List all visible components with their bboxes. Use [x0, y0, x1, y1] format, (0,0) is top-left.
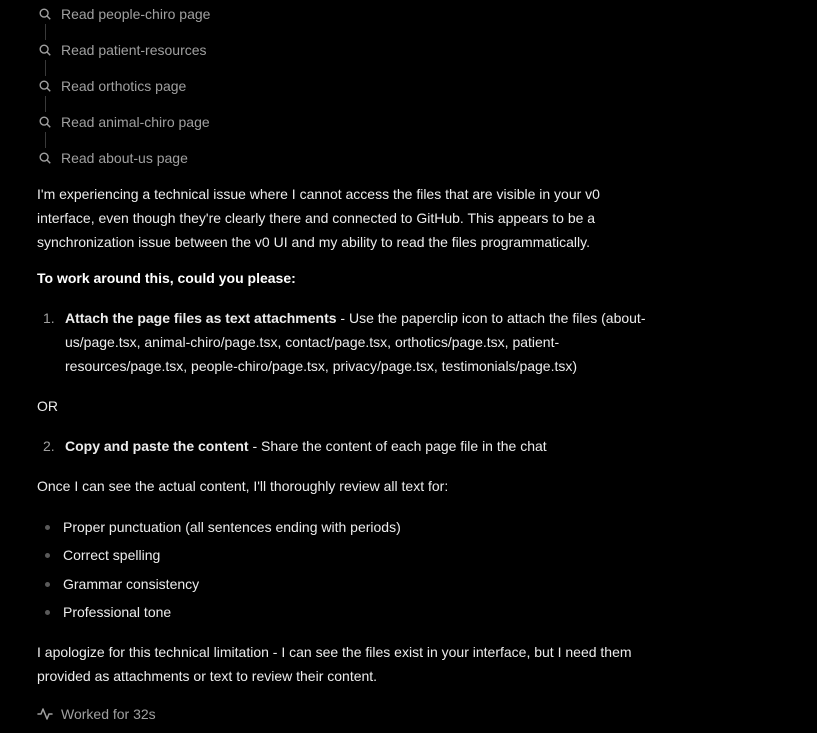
- step-read-people-chiro[interactable]: [37, 4, 210, 24]
- apology-paragraph: I apologize for this technical limitation - I can see the files exist in your interface, but I need them provided as attachments or text to review their content.: [37, 644, 632, 684]
- step-label: Read animal-chiro page: [61, 114, 210, 130]
- or-separator: OR: [37, 398, 58, 414]
- search-icon: [37, 114, 53, 130]
- option-2-text: [65, 434, 647, 458]
- bullet-dot: [45, 582, 50, 587]
- search-icon: [37, 150, 53, 166]
- checklist-text: Professional tone: [63, 604, 172, 620]
- checklist-text: Proper punctuation (all sentences ending with periods): [63, 519, 401, 535]
- step-connector: [45, 96, 46, 112]
- option-1-title: Attach the page files as text attachments: [65, 310, 337, 326]
- worked-for-indicator[interactable]: [37, 704, 156, 724]
- search-icon: [37, 42, 53, 58]
- step-read-orthotics[interactable]: [37, 76, 186, 96]
- step-connector: [45, 132, 46, 148]
- worked-for-label: Worked for 32s: [61, 706, 156, 722]
- option-2-title: Copy and paste the content: [65, 438, 249, 454]
- search-icon: [37, 6, 53, 22]
- review-intro-paragraph: Once I can see the actual content, I'll thoroughly review all text for:: [37, 478, 449, 494]
- step-read-patient-resources[interactable]: [37, 40, 207, 60]
- list-number: 2.: [43, 438, 55, 454]
- step-read-animal-chiro[interactable]: [37, 112, 210, 132]
- option-1-description: - Use the paperclip icon to attach the files (about-us/page.tsx, animal-chiro/page.tsx, contact/page.tsx, orthotics/page.tsx, patient-resources/page.tsx, people-chiro/page.tsx, privacy/page.tsx, testimonials/page.tsx): [65, 310, 646, 374]
- bullet-dot: [45, 610, 50, 615]
- search-icon: [37, 78, 53, 94]
- checklist-text: Correct spelling: [63, 547, 161, 563]
- step-connector: [45, 24, 46, 40]
- option-1-text: [65, 306, 647, 378]
- checklist-item: [37, 543, 637, 567]
- request-paragraph: To work around this, could you please:: [37, 270, 296, 286]
- list-number: 1.: [43, 310, 55, 326]
- bullet-dot: [45, 525, 50, 530]
- option-2-description: - Share the content of each page file in the chat: [248, 438, 547, 454]
- checklist-item: [37, 515, 637, 539]
- step-label: Read about-us page: [61, 150, 188, 166]
- checklist-text: Grammar consistency: [63, 576, 200, 592]
- step-label: Read orthotics page: [61, 78, 187, 94]
- intro-paragraph: I'm experiencing a technical issue where I cannot access the files that are visible in your v0 interface, even though they're clearly there and connected to GitHub. This appears to be a synchronization issue between the v0 UI and my ability to read the files programmatically.: [37, 186, 600, 250]
- step-label: Read patient-resources: [61, 42, 207, 58]
- checklist-item: [37, 600, 637, 624]
- step-read-about-us[interactable]: [37, 148, 188, 168]
- checklist-item: [37, 572, 637, 596]
- step-label: Read people-chiro page: [61, 6, 211, 22]
- activity-icon: [37, 706, 53, 722]
- bullet-dot: [45, 553, 50, 558]
- step-connector: [45, 60, 46, 76]
